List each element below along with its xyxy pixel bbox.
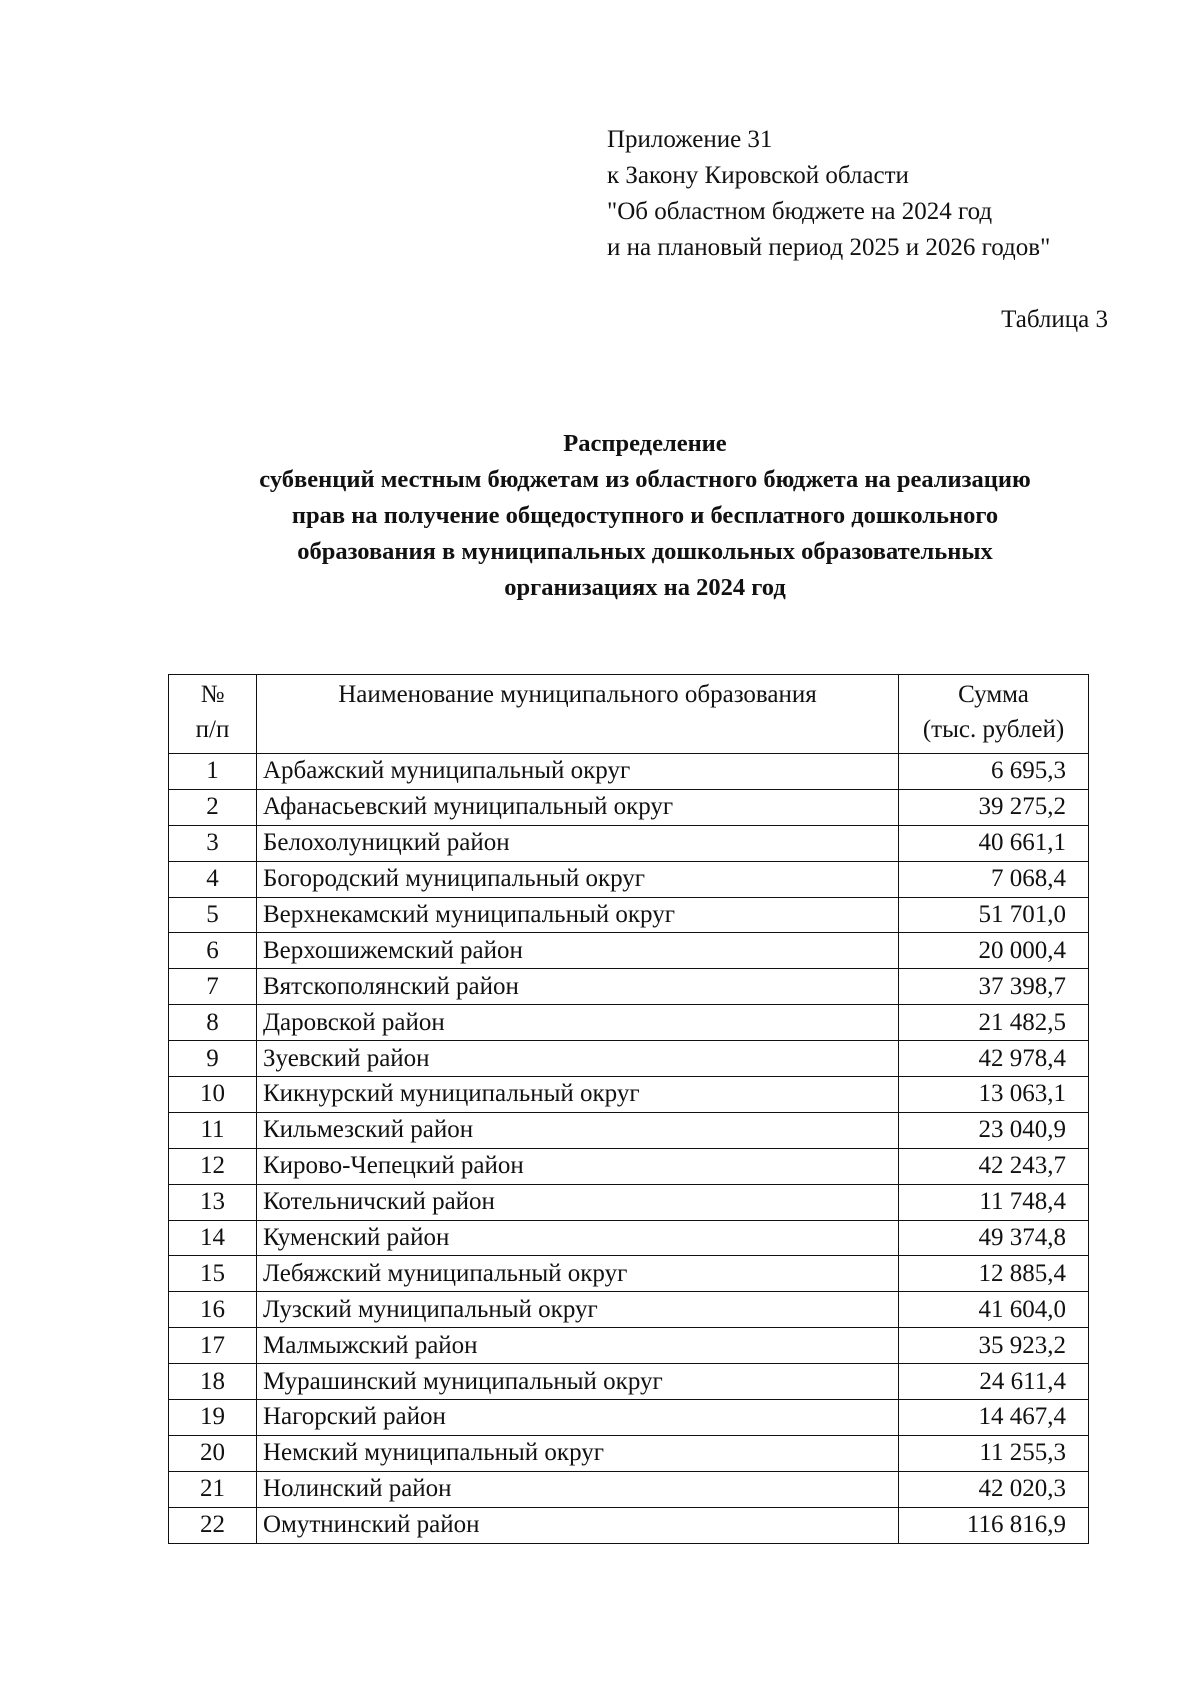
amount-cell xyxy=(899,933,1089,969)
municipality-name-cell xyxy=(257,1148,899,1184)
row-number-cell-text: 18 xyxy=(200,1367,225,1395)
municipality-name-cell-text: Даровской район xyxy=(263,1008,445,1036)
amount-cell xyxy=(899,1077,1089,1113)
table-body xyxy=(169,754,1089,1544)
title-line: прав на получение общедоступного и бесплатного дошкольного xyxy=(291,502,999,529)
row-number-cell-text: 17 xyxy=(200,1331,225,1359)
amount-cell-text: 13 063,1 xyxy=(978,1080,1066,1108)
amount-cell-text: 39 275,2 xyxy=(978,793,1066,821)
row-number-cell-text: 3 xyxy=(206,829,219,857)
row-number-cell xyxy=(169,1328,257,1364)
row-number-cell xyxy=(169,754,257,790)
municipality-name-cell xyxy=(257,933,899,969)
row-number-cell xyxy=(169,1184,257,1220)
table-row xyxy=(169,1292,1089,1328)
row-number-cell xyxy=(169,1077,257,1113)
table-row xyxy=(169,1184,1089,1220)
amount-cell xyxy=(899,1364,1089,1400)
row-number-cell xyxy=(169,1435,257,1471)
amount-cell-text: 41 604,0 xyxy=(978,1295,1066,1323)
table-row xyxy=(169,1112,1089,1148)
municipality-name-cell xyxy=(257,1364,899,1400)
row-number-cell-text: 20 xyxy=(200,1439,225,1467)
amount-cell xyxy=(899,1220,1089,1256)
amount-cell-text: 49 374,8 xyxy=(978,1224,1066,1252)
municipality-name-cell xyxy=(257,1292,899,1328)
table-row xyxy=(169,789,1089,825)
municipality-name-cell-text: Мурашинский муниципальный округ xyxy=(263,1367,663,1395)
table-row xyxy=(169,1041,1089,1077)
title-line: организациях на 2024 год xyxy=(504,574,786,601)
row-number-cell xyxy=(169,1256,257,1292)
amount-cell-text: 11 255,3 xyxy=(979,1439,1066,1467)
municipality-name-cell xyxy=(257,897,899,933)
municipality-name-cell xyxy=(257,1256,899,1292)
table-row xyxy=(169,1005,1089,1041)
municipality-name-cell-text: Нагорский район xyxy=(263,1403,446,1431)
amount-cell xyxy=(899,789,1089,825)
amount-cell-text: 51 701,0 xyxy=(978,901,1066,928)
amount-cell xyxy=(899,1256,1089,1292)
row-number-cell-text: 13 xyxy=(200,1188,225,1216)
amount-cell xyxy=(899,969,1089,1005)
amount-cell xyxy=(899,825,1089,861)
amount-cell xyxy=(899,1435,1089,1471)
header-number-line2: п/п xyxy=(195,716,230,743)
municipality-name-cell xyxy=(257,1400,899,1436)
municipality-name-cell xyxy=(257,754,899,790)
municipality-name-cell xyxy=(257,1184,899,1220)
row-number-cell-text: 1 xyxy=(206,757,219,785)
row-number-cell-text: 12 xyxy=(200,1152,225,1180)
row-number-cell xyxy=(169,861,257,897)
municipality-name-cell-text: Лебяжский муниципальный округ xyxy=(263,1259,628,1287)
appendix-line: "Об областном бюджете на 2024 год xyxy=(607,198,993,225)
row-number-cell-text: 5 xyxy=(206,901,219,928)
row-number-cell-text: 9 xyxy=(206,1044,219,1072)
municipality-name-cell-text: Малмыжский район xyxy=(263,1331,478,1359)
appendix-reference xyxy=(607,122,1050,266)
row-number-cell xyxy=(169,1292,257,1328)
municipality-name-cell-text: Кильмезский район xyxy=(263,1116,474,1144)
row-number-cell-text: 8 xyxy=(206,1008,219,1036)
table-row xyxy=(169,1220,1089,1256)
amount-cell xyxy=(899,754,1089,790)
table-row xyxy=(169,969,1089,1005)
municipality-name-cell xyxy=(257,1471,899,1507)
row-number-cell xyxy=(169,1112,257,1148)
municipality-name-cell xyxy=(257,969,899,1005)
table-label: Таблица 3 xyxy=(1001,306,1108,333)
amount-cell-text: 14 467,4 xyxy=(978,1403,1066,1431)
amount-cell xyxy=(899,1005,1089,1041)
row-number-cell-text: 7 xyxy=(206,972,219,1000)
header-number xyxy=(169,675,257,754)
amount-cell xyxy=(899,1471,1089,1507)
amount-cell-text: 42 978,4 xyxy=(978,1044,1066,1072)
title-line: субвенций местным бюджетам из областного бюджета на реализацию xyxy=(259,466,1031,493)
row-number-cell-text: 21 xyxy=(200,1475,225,1503)
municipality-name-cell xyxy=(257,1112,899,1148)
municipality-name-cell-text: Афанасьевский муниципальный округ xyxy=(263,793,674,821)
amount-cell xyxy=(899,1148,1089,1184)
table-row xyxy=(169,1400,1089,1436)
header-name-text: Наименование муниципального образования xyxy=(338,681,817,708)
municipality-name-cell xyxy=(257,1077,899,1113)
distribution-table xyxy=(168,674,1089,1544)
header-number-line1: № xyxy=(200,681,225,708)
row-number-cell xyxy=(169,825,257,861)
row-number-cell-text: 14 xyxy=(200,1224,225,1252)
municipality-name-cell xyxy=(257,825,899,861)
municipality-name-cell xyxy=(257,1328,899,1364)
amount-cell-text: 23 040,9 xyxy=(978,1116,1066,1144)
row-number-cell xyxy=(169,1220,257,1256)
municipality-name-cell xyxy=(257,861,899,897)
amount-cell-text: 37 398,7 xyxy=(978,972,1066,1000)
row-number-cell xyxy=(169,1148,257,1184)
row-number-cell xyxy=(169,969,257,1005)
amount-cell-text: 6 695,3 xyxy=(991,757,1066,785)
table-row xyxy=(169,754,1089,790)
amount-cell-text: 12 885,4 xyxy=(978,1259,1066,1287)
appendix-line: и на плановый период 2025 и 2026 годов" xyxy=(607,234,1051,261)
row-number-cell-text: 19 xyxy=(200,1403,225,1431)
municipality-name-cell-text: Вятскополянский район xyxy=(263,972,519,1000)
title-line: образования в муниципальных дошкольных образовательных xyxy=(297,538,993,565)
municipality-name-cell-text: Зуевский район xyxy=(263,1044,430,1072)
municipality-name-cell-text: Белохолуницкий район xyxy=(263,829,510,857)
amount-cell-text: 42 020,3 xyxy=(978,1475,1066,1503)
municipality-name-cell-text: Арбажский муниципальный округ xyxy=(263,757,631,785)
document-title xyxy=(150,426,1140,606)
row-number-cell-text: 10 xyxy=(200,1080,225,1108)
amount-cell xyxy=(899,1328,1089,1364)
header-sum-line2: (тыс. рублей) xyxy=(922,716,1065,743)
municipality-name-cell xyxy=(257,1220,899,1256)
table-row xyxy=(169,861,1089,897)
amount-cell-text: 7 068,4 xyxy=(991,865,1066,893)
amount-cell xyxy=(899,1041,1089,1077)
municipality-name-cell-text: Кирово-Чепецкий район xyxy=(263,1152,524,1180)
row-number-cell xyxy=(169,1471,257,1507)
row-number-cell-text: 6 xyxy=(206,936,219,964)
municipality-name-cell-text: Верхнекамский муниципальный округ xyxy=(263,901,675,928)
amount-cell xyxy=(899,1112,1089,1148)
header-sum xyxy=(899,675,1089,754)
municipality-name-cell-text: Немский муниципальный округ xyxy=(263,1439,605,1467)
municipality-name-cell xyxy=(257,1507,899,1543)
row-number-cell xyxy=(169,933,257,969)
row-number-cell xyxy=(169,897,257,933)
row-number-cell xyxy=(169,1400,257,1436)
amount-cell-text: 40 661,1 xyxy=(978,829,1066,857)
table-header-row xyxy=(169,675,1089,754)
municipality-name-cell-text: Верхошижемский район xyxy=(263,936,523,964)
municipality-name-cell xyxy=(257,1435,899,1471)
amount-cell-text: 116 816,9 xyxy=(966,1511,1066,1539)
table-row xyxy=(169,1471,1089,1507)
table-row xyxy=(169,897,1089,933)
amount-cell-text: 11 748,4 xyxy=(979,1188,1066,1216)
table-row xyxy=(169,1077,1089,1113)
row-number-cell-text: 22 xyxy=(200,1511,225,1539)
municipality-name-cell xyxy=(257,789,899,825)
row-number-cell-text: 11 xyxy=(200,1116,225,1144)
row-number-cell-text: 2 xyxy=(206,793,219,821)
municipality-name-cell-text: Котельничский район xyxy=(263,1188,495,1216)
row-number-cell xyxy=(169,1507,257,1543)
table-row xyxy=(169,1148,1089,1184)
amount-cell-text: 42 243,7 xyxy=(978,1152,1066,1180)
municipality-name-cell-text: Кикнурский муниципальный округ xyxy=(263,1080,640,1108)
row-number-cell xyxy=(169,1005,257,1041)
municipality-name-cell-text: Омутнинский район xyxy=(263,1511,480,1539)
appendix-line: Приложение 31 xyxy=(607,126,773,153)
municipality-name-cell xyxy=(257,1041,899,1077)
municipality-name-cell-text: Лузский муниципальный округ xyxy=(263,1295,598,1323)
amount-cell xyxy=(899,861,1089,897)
amount-cell-text: 21 482,5 xyxy=(978,1008,1066,1036)
table-row xyxy=(169,1435,1089,1471)
table-row xyxy=(169,1507,1089,1543)
row-number-cell xyxy=(169,789,257,825)
row-number-cell xyxy=(169,1041,257,1077)
municipality-name-cell-text: Нолинский район xyxy=(263,1475,452,1503)
row-number-cell-text: 15 xyxy=(200,1259,225,1287)
amount-cell-text: 20 000,4 xyxy=(978,936,1066,964)
amount-cell-text: 35 923,2 xyxy=(978,1331,1066,1359)
table-row xyxy=(169,825,1089,861)
appendix-line: к Закону Кировской области xyxy=(607,162,909,189)
table-row xyxy=(169,933,1089,969)
municipality-name-cell-text: Богородский муниципальный округ xyxy=(263,865,646,893)
amount-cell xyxy=(899,1507,1089,1543)
header-sum-line1: Сумма xyxy=(958,681,1029,708)
header-name xyxy=(257,675,899,754)
municipality-name-cell-text: Куменский район xyxy=(263,1224,450,1252)
amount-cell-text: 24 611,4 xyxy=(979,1367,1066,1395)
row-number-cell xyxy=(169,1364,257,1400)
row-number-cell-text: 4 xyxy=(206,865,219,893)
table-row xyxy=(169,1364,1089,1400)
table-row xyxy=(169,1256,1089,1292)
amount-cell xyxy=(899,1400,1089,1436)
row-number-cell-text: 16 xyxy=(200,1295,225,1323)
amount-cell xyxy=(899,1184,1089,1220)
table-row xyxy=(169,1328,1089,1364)
municipality-name-cell xyxy=(257,1005,899,1041)
amount-cell xyxy=(899,1292,1089,1328)
amount-cell xyxy=(899,897,1089,933)
title-line: Распределение xyxy=(563,430,727,457)
